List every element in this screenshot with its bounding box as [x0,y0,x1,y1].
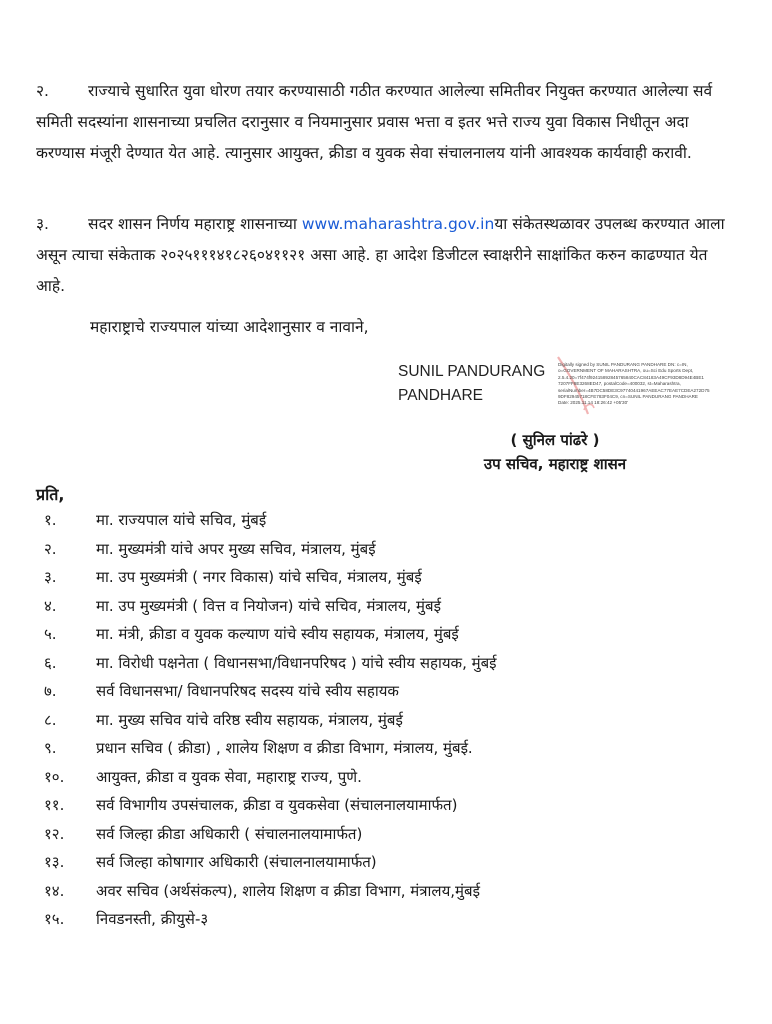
item-number: ६. [44,653,57,672]
item-number: ५. [44,625,57,643]
item-text: मा. मुख्यमंत्री यांचे अपर मुख्य सचिव, मंत्रालय, मुंबई [96,539,376,558]
paragraph-number: ३. [36,215,49,233]
website-link[interactable]: www.maharashtra.gov.in [301,215,495,233]
item-text: सर्व विधानसभा/ विधानपरिषद सदस्य यांचे स्वीय सहायक [96,682,399,700]
paragraph-text: या संकेतस्थळावर उपलब्ध करण्यात आला असून त्याचा संकेताक २०२५१११४१८२६०४११२१ असा आहे. हा आदेश डिजीटल स्वाक्षरीने साक्षांकित करुन काढण्यात येत आहे. [36,215,725,295]
list-item [44,620,497,649]
paragraph-text: सदर शासन निर्णय महाराष्ट्र शासनाच्या [88,215,302,233]
item-text: अवर सचिव (अर्थसंकल्प), शालेय शिक्षण व क्रीडा विभाग, मंत्रालय,मुंबई [96,881,480,900]
digital-signature [398,360,718,420]
list-item [44,734,497,763]
item-text: मा. उप मुख्यमंत्री ( वित्त व नियोजन) यांचे सचिव, मंत्रालय, मुंबई [96,596,441,615]
officer-designation: उप सचिव, महाराष्ट्र शासन [483,455,627,473]
item-text: आयुक्त, क्रीडा व युवक सेवा, महाराष्ट्र राज्य, पुणे. [96,767,362,786]
list-item [44,820,497,849]
signer-name-line1: SUNIL PANDURANG [398,363,546,380]
item-number: १०. [44,767,65,786]
list-item [44,848,497,877]
recipient-list [44,506,497,934]
recipients-heading: प्रति, [36,485,65,504]
item-text: सर्व जिल्हा कोषागार अधिकारी (संचालनालयामार्फत) [96,853,377,871]
item-text: मा. मंत्री, क्रीडा व युवक कल्याण यांचे स्वीय सहायक, मंत्रालय, मुंबई [96,625,459,643]
paragraph-text: राज्याचे सुधारित युवा धोरण तयार करण्यासाठी गठीत करण्यात आलेल्या समितीवर नियुक्त करण्यात आलेल्या सर्व समिती सदस्यांना शासनाच्या प्रचलित दरानुसार व नियमानुसार प्रवास भत्ता व इतर भत्ते राज्य युवा विकास निधीतून अदा करण्यास मंजूरी देण्यात येत आहे. त्यानुसार आयुक्त, क्रीडा व युवक सेवा संचालनालय यांनी आवश्यक कार्यवाही करावी. [36,82,713,162]
closing-line: महाराष्ट्राचे राज्यपाल यांच्या आदेशानुसार व नावाने, [90,318,369,336]
item-number: २. [44,539,57,558]
list-item [44,706,497,735]
item-number: १४. [44,881,65,900]
list-item [44,649,497,678]
list-item [44,592,497,621]
list-item [44,563,497,592]
list-item [44,877,497,906]
list-item [44,763,497,792]
item-number: ४. [44,596,57,615]
item-text: निवडनस्ती, क्रीयुसे-३ [96,910,209,928]
signer-name-line2: PANDHARE [398,387,483,404]
list-item [44,535,497,564]
item-text: मा. राज्यपाल यांचे सचिव, मुंबई [96,511,267,529]
item-number: ८. [44,710,57,729]
item-text: प्रधान सचिव ( क्रीडा) , शालेय शिक्षण व क्रीडा विभाग, मंत्रालय, मुंबई. [96,739,473,757]
item-text: सर्व विभागीय उपसंचालक, क्रीडा व युवकसेवा (संचालनालयामार्फत) [96,796,458,814]
paragraph-3 [36,209,736,302]
item-number: १. [44,511,57,529]
item-text: सर्व जिल्हा क्रीडा अधिकारी ( संचालनालयामार्फत) [96,824,363,843]
signature-details: Digitally signed by SUNIL PANDURANG PANDHARE DN: c=IN, o=GOVERNMENT OF MAHARASHTRA, ou=Sci Edu Sports Dept, 2.5.4.20=7f474f92415892845765840CAC84183A49CF93D8D94E4BE1 7207FF8E3268ED47, postalCode=400032, st=Maharashtra, serialNumber=4B7DC58DE3C97740441967AEEAC77EAE7CDEA272D75 9DF82945718CFE783F04C9, cn=SUNIL PANDURANG PANDHARE Date: 2025.11.14 18:26:42 +05'30' [558,362,710,406]
item-number: ११. [44,796,65,814]
item-number: ७. [44,682,57,700]
item-text: मा. मुख्य सचिव यांचे वरिष्ठ स्वीय सहायक, मंत्रालय, मुंबई [96,710,403,729]
item-text: मा. विरोधी पक्षनेता ( विधानसभा/विधानपरिषद ) यांचे स्वीय सहायक, मुंबई [96,653,497,672]
list-item [44,905,497,934]
item-text: मा. उप मुख्यमंत्री ( नगर विकास) यांचे सचिव, मंत्रालय, मुंबई [96,568,422,586]
paragraph-2 [36,76,736,169]
item-number: ९. [44,739,57,757]
list-item [44,506,497,535]
item-number: १३. [44,853,65,871]
paragraph-number: २. [36,82,49,100]
item-number: ३. [44,568,57,586]
item-number: १५. [44,910,65,928]
list-item [44,791,497,820]
list-item [44,677,497,706]
officer-name: ( सुनिल पांढरे ) [510,431,600,449]
item-number: १२. [44,824,65,843]
